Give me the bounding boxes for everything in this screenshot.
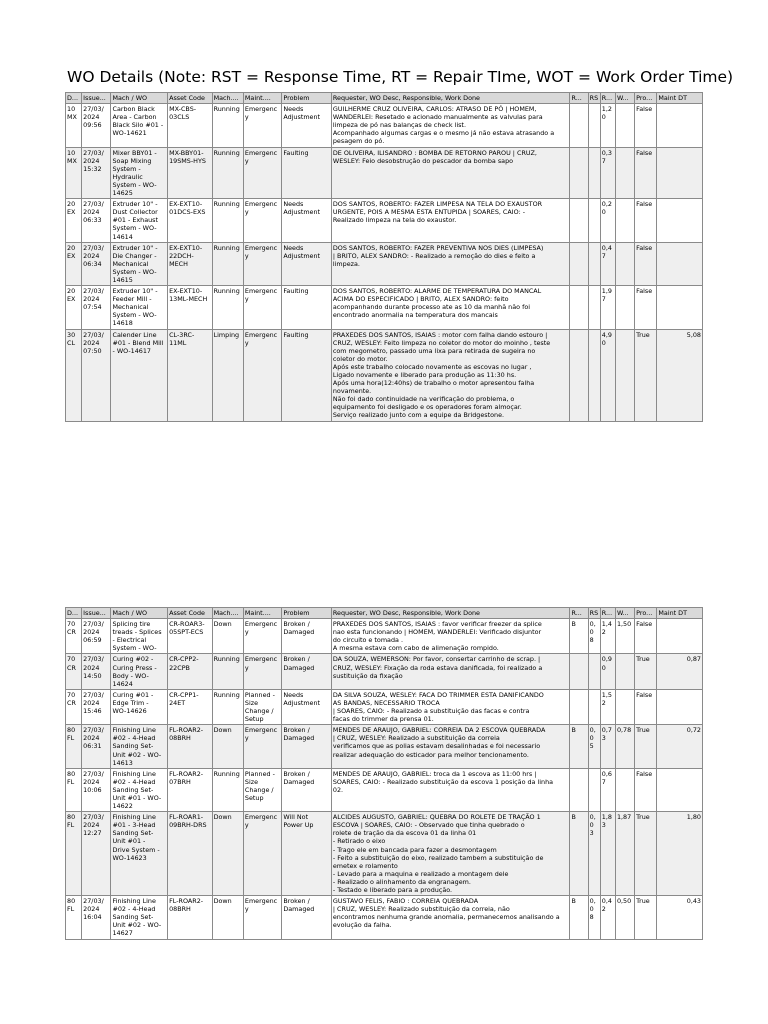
machine-wo-cell: Splicing tire treads - Splices - Electrical System - WO- — [111, 619, 168, 654]
machine-wo-cell: Extruder 10" - Die Changer - Mechanical System - WO- 14615 — [111, 242, 168, 285]
description-cell: DOS SANTOS, ROBERTO: FAZER PREVENTIVA NOS DIES (LIMPESA) | BRITO, ALEX SANDRO: - Realizado a remoção do dies e feito a limpeza. — [331, 242, 570, 285]
column-header: Issue... — [82, 93, 111, 104]
issue-date-cell: 27/03/ 2024 15:32 — [82, 147, 111, 199]
asset-code-cell: CR-CPP2- 22CPB — [168, 654, 212, 689]
rs-cell: 0,0 3 — [588, 812, 600, 896]
problem-cell: Needs Adjustment — [282, 199, 332, 242]
issue-date-cell: 27/03/ 2024 06:59 — [82, 619, 111, 654]
description-cell: MENDES DE ARAUJO, GABRIEL: CORREIA DA 2 ESCOVA QUEBRADA | CRUZ, WESLEY: Realizado a substituição da correia verificamos que as polias estavam desalinhadas e foi necessario realizar adequação do esticador para melhor tencionamento. — [331, 725, 570, 768]
dept-cell: 80 FL — [66, 812, 82, 896]
column-header: Mach.... — [212, 608, 243, 619]
table-row — [66, 329, 703, 421]
rt-cell: 0,7 3 — [600, 725, 615, 768]
rt-cell: 0,6 7 — [600, 768, 615, 811]
problem-cell: Faulting — [282, 147, 332, 199]
maintenance-type-cell: Planned - Size Change / Setup — [243, 689, 281, 724]
issue-date-cell: 27/03/ 2024 15:46 — [82, 689, 111, 724]
machine-status-cell: Running — [212, 147, 243, 199]
dept-cell: 10 MX — [66, 104, 82, 147]
wot-cell — [615, 768, 634, 811]
machine-wo-cell: Mixer BBY01 - Soap Mixing System - Hydraulic System - WO- 14625 — [111, 147, 168, 199]
machine-wo-cell: Finishing Line #02 - 4-Head Sanding Set- Unit #02 - WO- 14627 — [111, 896, 168, 939]
rs-cell — [588, 104, 600, 147]
wo-details-table-1 — [65, 92, 703, 422]
wot-cell: 1,87 — [615, 812, 634, 896]
maint-dt-cell: 5,08 — [657, 329, 703, 421]
column-header: Asset Code — [168, 608, 212, 619]
r-cell — [570, 329, 588, 421]
machine-wo-cell: Extruder 10" - Feeder Mill - Mechanical System - WO- 14618 — [111, 286, 168, 329]
column-header: D... — [66, 93, 82, 104]
r-cell — [570, 654, 588, 689]
problem-cell: Faulting — [282, 329, 332, 421]
rs-cell — [588, 689, 600, 724]
dept-cell: 80 FL — [66, 725, 82, 768]
dept-cell: 80 FL — [66, 896, 82, 939]
column-header: Requester, WO Desc, Responsible, Work Done — [331, 608, 570, 619]
rs-cell: 0,0 8 — [588, 619, 600, 654]
maintenance-type-cell: Emergenc y — [243, 896, 281, 939]
production-cell: False — [635, 286, 657, 329]
description-cell: ALCIDES AUGUSTO, GABRIEL: QUEBRA DO ROLETE DE TRAÇÃO 1 ESCOVA | SOARES, CAIO: - Observado que tinha quebrado o rolete de tração da da escova 01 da linha 01 - Retirado o eixo - Trago ele em bancada para fazer a desmontagem - Feito a substituição do eixo, realizado tambem a substituição de emetex e rolamento - Levado para a maquina e realizado a montagem dele - Realizado o alinhamento da engranagem. - Testado e liberado para a produção. — [331, 812, 570, 896]
issue-date-cell: 27/03/ 2024 07:50 — [82, 329, 111, 421]
machine-status-cell: Down — [212, 619, 243, 654]
column-header: Maint.... — [243, 93, 281, 104]
dept-cell: 20 EX — [66, 286, 82, 329]
machine-wo-cell: Finishing Line #02 - 4-Head Sanding Set- Unit #01 - WO- 14622 — [111, 768, 168, 811]
issue-date-cell: 27/03/ 2024 12:27 — [82, 812, 111, 896]
rt-cell: 0,4 7 — [600, 242, 615, 285]
maintenance-type-cell: Emergenc y — [243, 104, 281, 147]
rs-cell: 0,0 5 — [588, 725, 600, 768]
dept-cell: 30 CL — [66, 329, 82, 421]
description-cell: DOS SANTOS, ROBERTO: ALARME DE TEMPERATURA DO MANCAL ACIMA DO ESPECIFICADO | BRITO, ALEX SANDRO: feito acompanhando durante processo ate as 10 da manhã não foi encontrado anormalia na temperatura dos mancais — [331, 286, 570, 329]
page-title: WO Details (Note: RST = Response Time, RT = Repair TIme, WOT = Work Order Time) — [67, 68, 734, 86]
column-header: Pro... — [635, 608, 657, 619]
rs-cell — [588, 654, 600, 689]
table-header-row — [66, 608, 703, 619]
r-cell — [570, 242, 588, 285]
machine-status-cell: Down — [212, 812, 243, 896]
wot-cell: 0,78 — [615, 725, 634, 768]
table-body — [66, 104, 703, 421]
production-cell: False — [635, 768, 657, 811]
rs-cell — [588, 768, 600, 811]
dept-cell: 70 CR — [66, 689, 82, 724]
problem-cell: Broken / Damaged — [282, 768, 332, 811]
column-header: R... — [600, 608, 615, 619]
machine-wo-cell: Finishing Line #01 - 3-Head Sanding Set- Unit #01 - Drive System - WO-14623 — [111, 812, 168, 896]
description-cell: DOS SANTOS, ROBERTO: FAZER LIMPESA NA TELA DO EXAUSTOR URGENTE, POIS A MESMA ESTA ENTUPIDA | SOARES, CAIO: - Realizado limpeza na tela do exaustor. — [331, 199, 570, 242]
dept-cell: 20 EX — [66, 199, 82, 242]
description-cell: GUSTAVO FELIS, FABIO : CORREIA QUEBRADA | CRUZ, WESLEY: Realizado substituição da correia, não encontramos nenhuma grande anomalia, permanecemos analisando a evolução da falha. — [331, 896, 570, 939]
machine-wo-cell: Finishing Line #02 - 4-Head Sanding Set- Unit #02 - WO- 14613 — [111, 725, 168, 768]
rt-cell: 1,4 2 — [600, 619, 615, 654]
machine-wo-cell: Curing #02 - Curing Press - Body - WO- 14624 — [111, 654, 168, 689]
rt-cell: 4,9 0 — [600, 329, 615, 421]
machine-status-cell: Down — [212, 725, 243, 768]
asset-code-cell: CL-3RC- 11ML — [168, 329, 212, 421]
production-cell: False — [635, 199, 657, 242]
maint-dt-cell — [657, 147, 703, 199]
problem-cell: Broken / Damaged — [282, 896, 332, 939]
machine-status-cell: Running — [212, 104, 243, 147]
maintenance-type-cell: Planned - Size Change / Setup — [243, 768, 281, 811]
issue-date-cell: 27/03/ 2024 06:31 — [82, 725, 111, 768]
maint-dt-cell — [657, 768, 703, 811]
maintenance-type-cell: Emergenc y — [243, 329, 281, 421]
production-cell: False — [635, 147, 657, 199]
maint-dt-cell: 0,72 — [657, 725, 703, 768]
column-header: Issue... — [82, 608, 111, 619]
maint-dt-cell — [657, 242, 703, 285]
wot-cell — [615, 104, 634, 147]
table-row — [66, 654, 703, 689]
problem-cell: Broken / Damaged — [282, 654, 332, 689]
issue-date-cell: 27/03/ 2024 07:54 — [82, 286, 111, 329]
column-header: W... — [615, 608, 634, 619]
maintenance-type-cell: Emergenc y — [243, 654, 281, 689]
maint-dt-cell: 0,87 — [657, 654, 703, 689]
machine-status-cell: Limping — [212, 329, 243, 421]
problem-cell: Needs Adjustment — [282, 242, 332, 285]
column-header: Maint.... — [243, 608, 281, 619]
rt-cell: 0,2 0 — [600, 199, 615, 242]
production-cell: True — [635, 812, 657, 896]
asset-code-cell: FL-ROAR1- 09BRH-DRS — [168, 812, 212, 896]
machine-wo-cell: Extruder 10" - Dust Collector #01 - Exhaust System - WO- 14614 — [111, 199, 168, 242]
column-header: Mach.... — [212, 93, 243, 104]
machine-status-cell: Down — [212, 896, 243, 939]
production-cell: True — [635, 725, 657, 768]
table-row — [66, 147, 703, 199]
production-cell: False — [635, 242, 657, 285]
description-cell: DA SOUZA, WEMERSON: Por favor, consertar carrinho de scrap. | CRUZ, WESLEY: Fixação da roda estava danificada, foi realizado a sustituição da fixação — [331, 654, 570, 689]
asset-code-cell: FL-ROAR2- 08BRH — [168, 725, 212, 768]
rt-cell: 1,8 3 — [600, 812, 615, 896]
description-cell: PRAXEDES DOS SANTOS, ISAIAS : favor verificar freezer da splice nao esta funcionando | HOMEM, WANDERLEI: Verificado disjuntor do circuito e tomada . A mesma estava com cabo de alimenação rompido. — [331, 619, 570, 654]
problem-cell: Faulting — [282, 286, 332, 329]
machine-status-cell: Running — [212, 242, 243, 285]
asset-code-cell: FL-ROAR2- 07BRH — [168, 768, 212, 811]
wot-cell: 1,50 — [615, 619, 634, 654]
rs-cell — [588, 147, 600, 199]
rt-cell: 1,2 0 — [600, 104, 615, 147]
table-body — [66, 619, 703, 939]
dept-cell: 10 MX — [66, 147, 82, 199]
column-header: Requester, WO Desc, Responsible, Work Done — [331, 93, 570, 104]
dept-cell: 70 CR — [66, 619, 82, 654]
wot-cell — [615, 689, 634, 724]
column-header: Asset Code — [168, 93, 212, 104]
issue-date-cell: 27/03/ 2024 09:56 — [82, 104, 111, 147]
problem-cell: Needs Adjustment — [282, 689, 332, 724]
maintenance-type-cell: Emergenc y — [243, 725, 281, 768]
machine-wo-cell: Carbon Black Area - Carbon Black Silo #01 - WO-14621 — [111, 104, 168, 147]
table-row — [66, 768, 703, 811]
production-cell: False — [635, 104, 657, 147]
maint-dt-cell: 0,43 — [657, 896, 703, 939]
asset-code-cell: CR-ROAR3- 05SPT-ECS — [168, 619, 212, 654]
maint-dt-cell — [657, 286, 703, 329]
dept-cell: 70 CR — [66, 654, 82, 689]
rt-cell: 1,5 2 — [600, 689, 615, 724]
wot-cell — [615, 329, 634, 421]
r-cell — [570, 286, 588, 329]
rt-cell: 1,9 7 — [600, 286, 615, 329]
machine-status-cell: Running — [212, 199, 243, 242]
issue-date-cell: 27/03/ 2024 10:06 — [82, 768, 111, 811]
asset-code-cell: EX-EXT10- 22DCH- MECH — [168, 242, 212, 285]
asset-code-cell: FL-ROAR2- 08BRH — [168, 896, 212, 939]
table-row — [66, 619, 703, 654]
maintenance-type-cell: Emergenc y — [243, 619, 281, 654]
column-header: RS — [588, 93, 600, 104]
description-cell: DA SILVA SOUZA, WESLEY: FACA DO TRIMMER ESTA DANIFICANDO AS BANDAS, NECESSARIO TROCA | SOARES, CAIO: - Realizado a substituição das facas e contra facas do trimmer da prensa 01. — [331, 689, 570, 724]
column-header: Problem — [282, 93, 332, 104]
dept-cell: 20 EX — [66, 242, 82, 285]
table-row — [66, 812, 703, 896]
problem-cell: Broken / Damaged — [282, 619, 332, 654]
column-header: W... — [615, 93, 634, 104]
column-header: RS — [588, 608, 600, 619]
maintenance-type-cell: Emergenc y — [243, 242, 281, 285]
dept-cell: 80 FL — [66, 768, 82, 811]
asset-code-cell: EX-EXT10- 01DCS-EXS — [168, 199, 212, 242]
issue-date-cell: 27/03/ 2024 06:34 — [82, 242, 111, 285]
rt-cell: 0,3 7 — [600, 147, 615, 199]
column-header: R... — [570, 93, 588, 104]
r-cell — [570, 147, 588, 199]
column-header: R... — [570, 608, 588, 619]
description-cell: MENDES DE ARAUJO, GABRIEL: troca da 1 escova as 11:00 hrs | SOARES, CAIO: - Realizado substituição da escova 1 posição da linha 02. — [331, 768, 570, 811]
maint-dt-cell — [657, 104, 703, 147]
wot-cell: 0,50 — [615, 896, 634, 939]
maint-dt-cell — [657, 619, 703, 654]
r-cell — [570, 689, 588, 724]
maintenance-type-cell: Emergenc y — [243, 286, 281, 329]
maint-dt-cell: 1,80 — [657, 812, 703, 896]
maintenance-type-cell: Emergenc y — [243, 147, 281, 199]
wot-cell — [615, 242, 634, 285]
rt-cell: 0,9 0 — [600, 654, 615, 689]
asset-code-cell: MX-CBS- 03CLS — [168, 104, 212, 147]
machine-status-cell: Running — [212, 768, 243, 811]
machine-status-cell: Running — [212, 689, 243, 724]
wot-cell — [615, 286, 634, 329]
asset-code-cell: CR-CPP1- 24ET — [168, 689, 212, 724]
asset-code-cell: EX-EXT10- 13ML-MECH — [168, 286, 212, 329]
rs-cell — [588, 329, 600, 421]
problem-cell: Will Not Power Up — [282, 812, 332, 896]
table-row — [66, 896, 703, 939]
table-row — [66, 242, 703, 285]
r-cell: B — [570, 896, 588, 939]
production-cell: False — [635, 689, 657, 724]
maint-dt-cell — [657, 689, 703, 724]
table-row — [66, 725, 703, 768]
problem-cell: Needs Adjustment — [282, 104, 332, 147]
production-cell: True — [635, 654, 657, 689]
rs-cell — [588, 242, 600, 285]
machine-status-cell: Running — [212, 654, 243, 689]
maint-dt-cell — [657, 199, 703, 242]
table-row — [66, 199, 703, 242]
machine-status-cell: Running — [212, 286, 243, 329]
production-cell: True — [635, 329, 657, 421]
column-header: R... — [600, 93, 615, 104]
wot-cell — [615, 199, 634, 242]
column-header: Pro... — [635, 93, 657, 104]
table-row — [66, 104, 703, 147]
rt-cell: 0,4 2 — [600, 896, 615, 939]
production-cell: False — [635, 619, 657, 654]
description-cell: PRAXEDES DOS SANTOS, ISAIAS : motor com falha dando estouro | CRUZ, WESLEY: Feito limpeza no coletor do motor do moinho , teste com megometro, passado uma lixa para retirada de sugeira no coletor do motor. Após este trabalho colocado novamente as escovas no lugar , Ligado novamente e liberado para produção as 11:30 hs. Após uma hora(12:40hs) de trabalho o motor apresentou falha novamente. Não foi dado continuidade na verificação do problema, o equipamento foi desligado e os operadores foram almoçar. Serviço realizado junto com a equipe da Bridgestone. — [331, 329, 570, 421]
issue-date-cell: 27/03/ 2024 14:50 — [82, 654, 111, 689]
production-cell: True — [635, 896, 657, 939]
table-row — [66, 286, 703, 329]
asset-code-cell: MX-BBY01- 19SMS-HYS — [168, 147, 212, 199]
r-cell: B — [570, 619, 588, 654]
machine-wo-cell: Calender Line #01 - Blend Mill - WO-14617 — [111, 329, 168, 421]
issue-date-cell: 27/03/ 2024 06:33 — [82, 199, 111, 242]
wot-cell — [615, 147, 634, 199]
wo-details-table-2 — [65, 607, 703, 940]
maintenance-type-cell: Emergenc y — [243, 812, 281, 896]
r-cell — [570, 768, 588, 811]
r-cell — [570, 104, 588, 147]
description-cell: DE OLIVEIRA, ILISANDRO : BOMBA DE RETORNO PAROU | CRUZ, WESLEY: Feio desobstrução do pescador da bomba sapo — [331, 147, 570, 199]
rs-cell — [588, 286, 600, 329]
column-header: Mach / WO — [111, 93, 168, 104]
r-cell — [570, 199, 588, 242]
table-header-row — [66, 93, 703, 104]
machine-wo-cell: Curing #01 - Edge Trim - WO-14626 — [111, 689, 168, 724]
column-header: Maint DT — [657, 608, 703, 619]
column-header: D... — [66, 608, 82, 619]
r-cell: B — [570, 812, 588, 896]
column-header: Maint DT — [657, 93, 703, 104]
rs-cell: 0,0 8 — [588, 896, 600, 939]
column-header: Mach / WO — [111, 608, 168, 619]
description-cell: GUILHERME CRUZ OLIVEIRA, CARLOS: ATRASO DE PÓ | HOMEM, WANDERLEI: Resetado e acionado manualmente as valvulas para limpeza de pó nas balanças de check list. Acompanhado algumas cargas e o mesmo já não estava atrasando a pesagem do pó. — [331, 104, 570, 147]
problem-cell: Broken / Damaged — [282, 725, 332, 768]
wot-cell — [615, 654, 634, 689]
maintenance-type-cell: Emergenc y — [243, 199, 281, 242]
r-cell: B — [570, 725, 588, 768]
column-header: Problem — [282, 608, 332, 619]
table-row — [66, 689, 703, 724]
issue-date-cell: 27/03/ 2024 16:04 — [82, 896, 111, 939]
rs-cell — [588, 199, 600, 242]
